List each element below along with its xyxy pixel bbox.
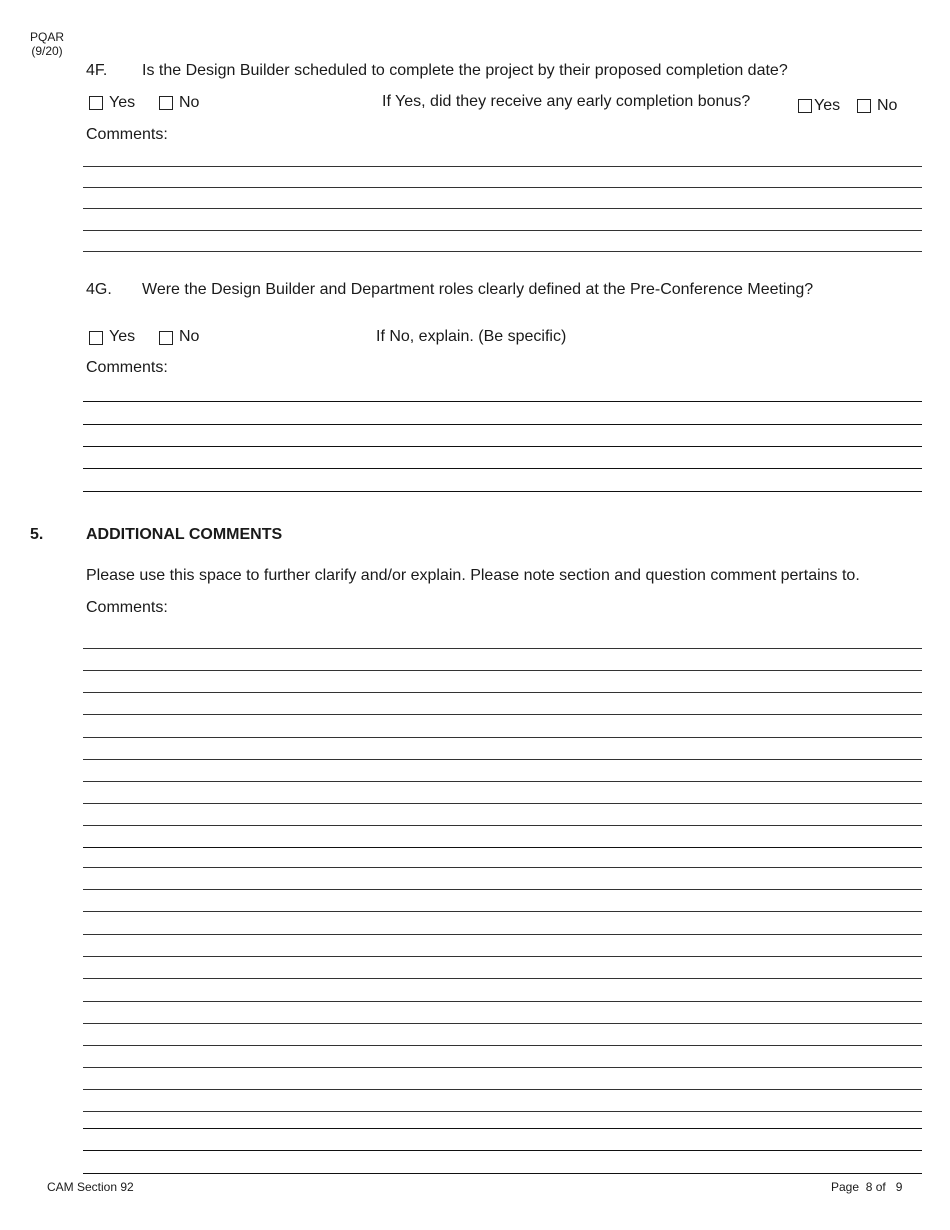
- q4f-comment-line[interactable]: [83, 208, 922, 209]
- q4g-comment-line[interactable]: [83, 491, 922, 492]
- section5-comment-line[interactable]: [83, 737, 922, 738]
- q4f-comment-line[interactable]: [83, 251, 922, 252]
- q4f-comments-label: Comments:: [86, 126, 168, 143]
- section5-comment-line[interactable]: [83, 692, 922, 693]
- q4g-number: 4G.: [86, 281, 112, 298]
- section5-comment-line[interactable]: [83, 1023, 922, 1024]
- footer-section: CAM Section 92: [47, 1180, 134, 1194]
- q4g-comment-line[interactable]: [83, 401, 922, 402]
- section5-comment-line[interactable]: [83, 670, 922, 671]
- q4f-followup: If Yes, did they receive any early completion bonus?: [382, 93, 751, 110]
- section5-comment-line[interactable]: [83, 867, 922, 868]
- section5-comment-line[interactable]: [83, 1089, 922, 1090]
- q4f-comment-line[interactable]: [83, 230, 922, 231]
- q4g-comments-label: Comments:: [86, 359, 168, 376]
- q4f-no-label: No: [179, 94, 200, 111]
- section5-comment-line[interactable]: [83, 847, 922, 848]
- q4f-bonus-no-checkbox[interactable]: [857, 99, 871, 113]
- footer-page-number: Page 8 of 9: [831, 1180, 903, 1194]
- form-code: PQAR: [30, 30, 65, 44]
- section5-comment-line[interactable]: [83, 956, 922, 957]
- q4g-yes-label: Yes: [109, 328, 136, 345]
- q4g-comment-line[interactable]: [83, 424, 922, 425]
- form-date: (9/20): [31, 44, 63, 58]
- q4f-bonus-yes-label: Yes: [814, 97, 841, 114]
- q4f-question: Is the Design Builder scheduled to complete the project by their proposed completion date?: [142, 62, 788, 79]
- section5-comment-line[interactable]: [83, 759, 922, 760]
- section5-comment-line[interactable]: [83, 1067, 922, 1068]
- section5-comment-line[interactable]: [83, 1111, 922, 1112]
- q4f-number: 4F.: [86, 62, 108, 79]
- section5-instruction: Please use this space to further clarify and/or explain. Please note section and question comment pertains to.: [86, 567, 860, 584]
- section5-comment-line[interactable]: [83, 911, 922, 912]
- q4f-no-checkbox[interactable]: [159, 96, 173, 110]
- section5-comment-line[interactable]: [83, 648, 922, 649]
- section5-comment-line[interactable]: [83, 781, 922, 782]
- section5-comment-line[interactable]: [83, 803, 922, 804]
- q4f-yes-checkbox[interactable]: [89, 96, 103, 110]
- form-code-block: [30, 30, 64, 58]
- section5-comment-line[interactable]: [83, 934, 922, 935]
- section5-title: ADDITIONAL COMMENTS: [86, 526, 283, 543]
- q4g-no-checkbox[interactable]: [159, 331, 173, 345]
- q4f-bonus-yes-checkbox[interactable]: [798, 99, 812, 113]
- section5-comment-line[interactable]: [83, 1128, 922, 1129]
- q4f-comment-line[interactable]: [83, 187, 922, 188]
- q4f-comment-line[interactable]: [83, 166, 922, 167]
- q4g-yes-checkbox[interactable]: [89, 331, 103, 345]
- section5-comment-line[interactable]: [83, 978, 922, 979]
- q4g-comment-line[interactable]: [83, 446, 922, 447]
- section5-number: 5.: [30, 526, 44, 543]
- section5-comment-line[interactable]: [83, 1173, 922, 1174]
- section5-comment-line[interactable]: [83, 889, 922, 890]
- section5-comment-line[interactable]: [83, 1150, 922, 1151]
- q4g-question: Were the Design Builder and Department roles clearly defined at the Pre-Conference Meeting?: [142, 281, 814, 298]
- q4f-bonus-no-label: No: [877, 97, 898, 114]
- q4g-comment-line[interactable]: [83, 468, 922, 469]
- q4g-no-label: No: [179, 328, 200, 345]
- section5-comment-line[interactable]: [83, 1045, 922, 1046]
- section5-comment-line[interactable]: [83, 1001, 922, 1002]
- q4g-followup: If No, explain. (Be specific): [376, 328, 567, 345]
- section5-comments-label: Comments:: [86, 599, 168, 616]
- q4f-yes-label: Yes: [109, 94, 136, 111]
- section5-comment-line[interactable]: [83, 825, 922, 826]
- section5-comment-line[interactable]: [83, 714, 922, 715]
